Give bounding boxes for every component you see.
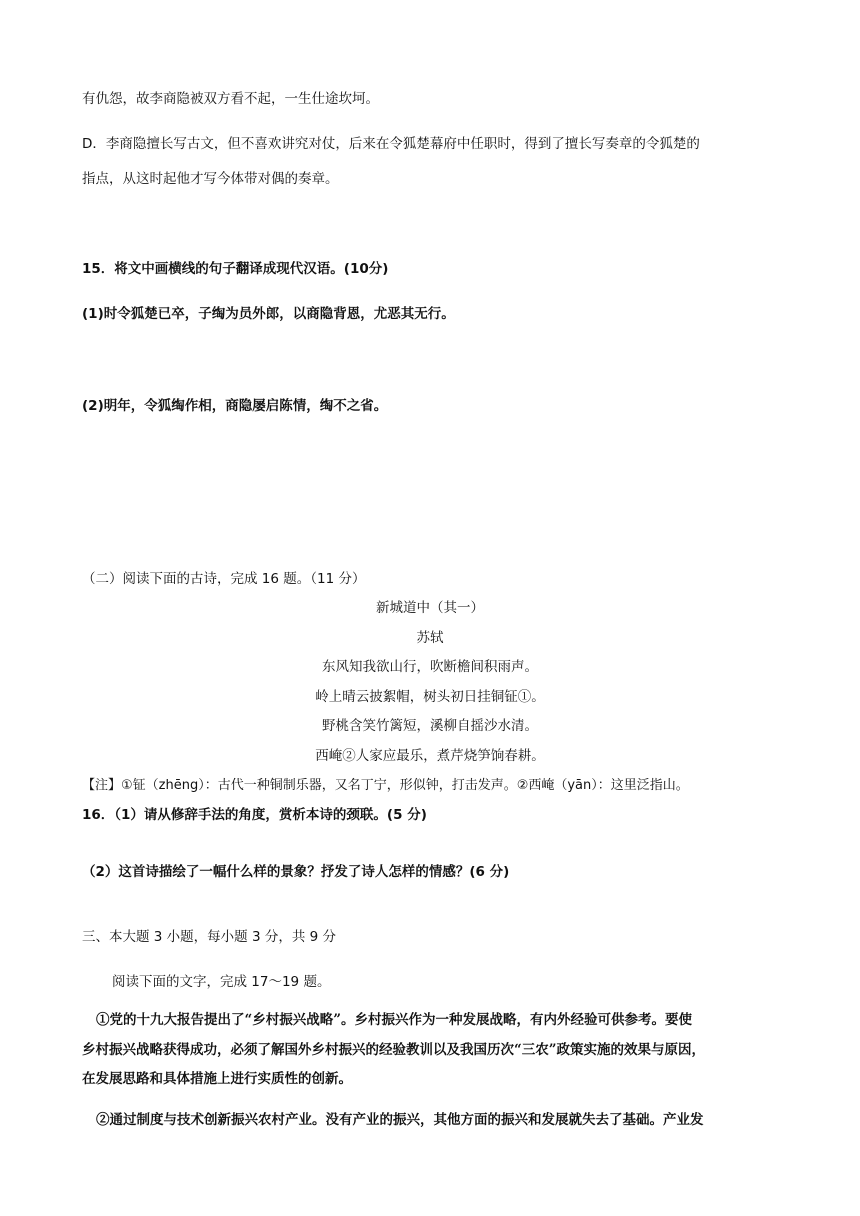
passage-p1-line-1: ①党的十九大报告提出了“乡村振兴战略”。乡村振兴作为一种发展战略，有内外经验可供参考。要使 <box>96 1012 693 1028</box>
poem-note: 【注】①钲（zhēng）：古代一种铜制乐器，又名丁宁，形似钟，打击发声。②西崦（yān）：这里泛指山。 <box>82 778 689 793</box>
option-d-line-2: 指点，从这时起他才写今体带对偶的奏章。 <box>82 171 339 187</box>
passage-p1-line-2: 乡村振兴战略获得成功，必须了解国外乡村振兴的经验教训以及我国历次“三农”政策实施的效果与原因， <box>82 1042 706 1058</box>
poem-line-1: 东风知我欲山行，吹断檐间积雨声。 <box>322 659 538 675</box>
question-15-sentence-2: (2)明年，令狐绹作相，商隐屡启陈情，绹不之省。 <box>82 398 388 414</box>
question-15-title: 15．将文中画横线的句子翻译成现代汉语。(10分) <box>82 261 389 277</box>
poem-line-2: 岭上晴云披絮帽，树头初日挂铜钲①。 <box>315 689 545 705</box>
passage-p1-line-3: 在发展思路和具体措施上进行实质性的创新。 <box>82 1071 352 1087</box>
section-3-heading: 三、本大题 3 小题，每小题 3 分，共 9 分 <box>82 929 337 945</box>
question-16-part-2: （2）这首诗描绘了一幅什么样的景象？抒发了诗人怎样的情感？(6 分) <box>82 864 510 880</box>
poem-title: 新城道中（其一） <box>376 600 484 616</box>
option-c-tail: 有仇怨，故李商隐被双方看不起，一生仕途坎坷。 <box>82 91 379 107</box>
poem-author: 苏轼 <box>416 630 444 646</box>
poem-line-4: 西崦②人家应最乐，煮芹烧笋饷春耕。 <box>315 748 545 764</box>
section-3-intro: 阅读下面的文字，完成 17～19 题。 <box>112 974 331 990</box>
question-15-sentence-1: (1)时令狐楚已卒，子绹为员外郎，以商隐背恩，尤恶其无行。 <box>82 306 455 322</box>
passage-p2-line-1: ②通过制度与技术创新振兴农村产业。没有产业的振兴，其他方面的振兴和发展就失去了基础。产业发 <box>96 1112 704 1128</box>
poem-line-3: 野桃含笑竹篱短，溪柳自摇沙水清。 <box>322 718 538 734</box>
option-d-line-1: D．李商隐擅长写古文，但不喜欢讲究对仗，后来在令狐楚幕府中任职时，得到了擅长写奏章的令狐楚的 <box>82 136 700 152</box>
section-2-heading: （二）阅读下面的古诗，完成 16 题。（11 分） <box>82 571 366 587</box>
question-16-part-1: 16．（1）请从修辞手法的角度，赏析本诗的颈联。(5 分) <box>82 807 427 823</box>
